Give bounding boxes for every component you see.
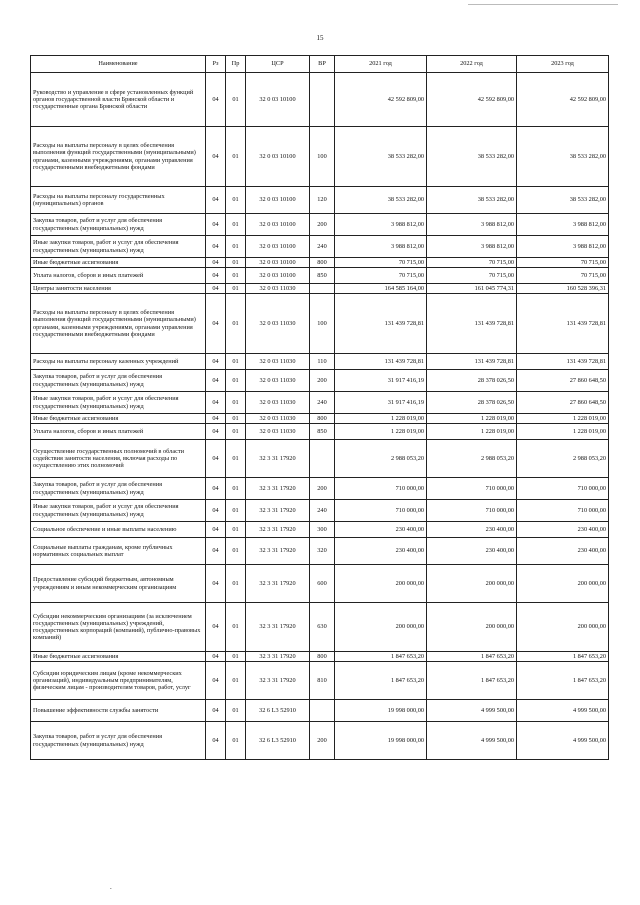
cell-y2023: 27 860 648,50 xyxy=(517,392,609,414)
cell-y2022: 230 400,00 xyxy=(427,522,517,538)
cell-y2023: 200 000,00 xyxy=(517,565,609,603)
cell-y2022: 4 999 500,00 xyxy=(427,700,517,722)
cell-y2021: 19 998 000,00 xyxy=(335,722,427,760)
cell-y2022: 70 715,00 xyxy=(427,258,517,268)
table-row xyxy=(31,392,609,414)
cell-rz: 04 xyxy=(206,500,226,522)
cell-name: Уплата налогов, сборов и иных платежей xyxy=(31,424,206,440)
table-row xyxy=(31,354,609,370)
cell-pr: 01 xyxy=(226,236,246,258)
cell-y2021: 1 228 019,00 xyxy=(335,414,427,424)
table-row xyxy=(31,258,609,268)
table-row xyxy=(31,603,609,652)
cell-csr: 32 3 31 17920 xyxy=(246,565,310,603)
cell-y2022: 38 533 282,00 xyxy=(427,127,517,187)
cell-csr: 32 0 03 10100 xyxy=(246,268,310,284)
cell-rz: 04 xyxy=(206,294,226,354)
cell-pr: 01 xyxy=(226,258,246,268)
cell-y2022: 710 000,00 xyxy=(427,500,517,522)
table-row xyxy=(31,565,609,603)
cell-y2022: 131 439 728,81 xyxy=(427,294,517,354)
cell-y2023: 1 228 019,00 xyxy=(517,424,609,440)
cell-pr: 01 xyxy=(226,392,246,414)
cell-y2021: 710 000,00 xyxy=(335,478,427,500)
cell-name: Предоставление субсидий бюджетным, автономным учреждениям и иным некоммерческим организациям xyxy=(31,565,206,603)
cell-rz: 04 xyxy=(206,73,226,127)
header-2022: 2022 год xyxy=(427,56,517,73)
cell-rz: 04 xyxy=(206,370,226,392)
header-pr: Пр xyxy=(226,56,246,73)
cell-rz: 04 xyxy=(206,662,226,700)
cell-y2021: 1 847 653,20 xyxy=(335,662,427,700)
cell-vr: 850 xyxy=(310,424,335,440)
cell-y2023: 4 999 500,00 xyxy=(517,700,609,722)
cell-rz: 04 xyxy=(206,258,226,268)
cell-pr: 01 xyxy=(226,214,246,236)
cell-y2021: 3 988 812,00 xyxy=(335,214,427,236)
table-row xyxy=(31,500,609,522)
cell-y2021: 1 847 653,20 xyxy=(335,652,427,662)
cell-pr: 01 xyxy=(226,268,246,284)
cell-y2022: 161 045 774,31 xyxy=(427,284,517,294)
cell-rz: 04 xyxy=(206,236,226,258)
cell-csr: 32 0 03 11030 xyxy=(246,284,310,294)
cell-y2023: 2 988 053,20 xyxy=(517,440,609,478)
cell-y2021: 2 988 053,20 xyxy=(335,440,427,478)
cell-csr: 32 0 03 11030 xyxy=(246,370,310,392)
cell-y2023: 230 400,00 xyxy=(517,522,609,538)
cell-csr: 32 0 03 10100 xyxy=(246,187,310,214)
cell-y2023: 38 533 282,00 xyxy=(517,127,609,187)
cell-csr: 32 0 03 11030 xyxy=(246,392,310,414)
cell-rz: 04 xyxy=(206,214,226,236)
cell-y2023: 131 439 728,81 xyxy=(517,294,609,354)
cell-vr: 810 xyxy=(310,662,335,700)
cell-y2021: 38 533 282,00 xyxy=(335,187,427,214)
cell-name: Закупка товаров, работ и услуг для обеспечения государственных (муниципальных) нужд xyxy=(31,370,206,392)
cell-vr: 320 xyxy=(310,538,335,565)
cell-vr: 100 xyxy=(310,294,335,354)
cell-pr: 01 xyxy=(226,187,246,214)
table-row xyxy=(31,700,609,722)
cell-vr: 110 xyxy=(310,354,335,370)
cell-y2021: 42 592 809,00 xyxy=(335,73,427,127)
cell-csr: 32 0 03 11030 xyxy=(246,414,310,424)
cell-name: Уплата налогов, сборов и иных платежей xyxy=(31,268,206,284)
cell-csr: 32 3 31 17920 xyxy=(246,662,310,700)
cell-pr: 01 xyxy=(226,662,246,700)
cell-pr: 01 xyxy=(226,522,246,538)
cell-vr: 630 xyxy=(310,603,335,652)
cell-pr: 01 xyxy=(226,722,246,760)
header-2023: 2023 год xyxy=(517,56,609,73)
cell-y2022: 2 988 053,20 xyxy=(427,440,517,478)
cell-csr: 32 3 31 17920 xyxy=(246,440,310,478)
cell-y2023: 70 715,00 xyxy=(517,258,609,268)
cell-name: Расходы на выплаты персоналу в целях обеспечения выполнения функций государственными (муниципальными) органами, казенными учреждениями, органами управления государственными внебюджетными фондами xyxy=(31,127,206,187)
cell-name: Иные закупки товаров, работ и услуг для обеспечения государственных (муниципальных) нужд xyxy=(31,500,206,522)
cell-name: Закупка товаров, работ и услуг для обеспечения государственных (муниципальных) нужд xyxy=(31,214,206,236)
cell-name: Иные бюджетные ассигнования xyxy=(31,258,206,268)
cell-rz: 04 xyxy=(206,127,226,187)
cell-vr: 800 xyxy=(310,414,335,424)
cell-name: Социальное обеспечение и иные выплаты населению xyxy=(31,522,206,538)
cell-y2022: 3 988 812,00 xyxy=(427,214,517,236)
cell-vr: 300 xyxy=(310,522,335,538)
cell-vr: 200 xyxy=(310,370,335,392)
cell-y2021: 38 533 282,00 xyxy=(335,127,427,187)
cell-y2023: 710 000,00 xyxy=(517,500,609,522)
cell-y2021: 70 715,00 xyxy=(335,268,427,284)
table-row xyxy=(31,652,609,662)
header-rz: Рз xyxy=(206,56,226,73)
cell-name: Субсидии некоммерческим организациям (за исключением государственных (муниципальных) учреждений, государственных корпораций (компаний), публично-правовых компаний) xyxy=(31,603,206,652)
cell-y2022: 28 378 026,50 xyxy=(427,392,517,414)
cell-y2022: 200 000,00 xyxy=(427,565,517,603)
cell-y2023: 1 228 019,00 xyxy=(517,414,609,424)
cell-rz: 04 xyxy=(206,522,226,538)
cell-csr: 32 0 03 10100 xyxy=(246,214,310,236)
cell-csr: 32 3 31 17920 xyxy=(246,652,310,662)
cell-y2023: 1 847 653,20 xyxy=(517,652,609,662)
cell-y2022: 131 439 728,81 xyxy=(427,354,517,370)
cell-y2021: 230 400,00 xyxy=(335,522,427,538)
cell-vr xyxy=(310,73,335,127)
cell-rz: 04 xyxy=(206,722,226,760)
cell-name: Расходы на выплаты персоналу государственных (муниципальных) органов xyxy=(31,187,206,214)
cell-csr: 32 0 03 10100 xyxy=(246,127,310,187)
table-row xyxy=(31,73,609,127)
cell-csr: 32 0 03 11030 xyxy=(246,424,310,440)
cell-y2021: 131 439 728,81 xyxy=(335,294,427,354)
cell-y2023: 3 988 812,00 xyxy=(517,236,609,258)
table-row xyxy=(31,214,609,236)
cell-vr: 600 xyxy=(310,565,335,603)
table-row xyxy=(31,538,609,565)
cell-csr: 32 0 03 10100 xyxy=(246,73,310,127)
cell-y2023: 27 860 648,50 xyxy=(517,370,609,392)
cell-name: Социальные выплаты гражданам, кроме публичных нормативных социальных выплат xyxy=(31,538,206,565)
cell-y2021: 230 400,00 xyxy=(335,538,427,565)
table-row xyxy=(31,662,609,700)
table-row xyxy=(31,424,609,440)
header-vr: ВР xyxy=(310,56,335,73)
cell-name: Расходы на выплаты персоналу казенных учреждений xyxy=(31,354,206,370)
cell-pr: 01 xyxy=(226,424,246,440)
header-name: Наименование xyxy=(31,56,206,73)
table-row xyxy=(31,440,609,478)
cell-y2021: 70 715,00 xyxy=(335,258,427,268)
cell-y2022: 1 847 653,20 xyxy=(427,662,517,700)
cell-vr: 800 xyxy=(310,652,335,662)
cell-pr: 01 xyxy=(226,414,246,424)
cell-csr: 32 0 03 10100 xyxy=(246,236,310,258)
cell-pr: 01 xyxy=(226,603,246,652)
cell-y2021: 31 917 416,19 xyxy=(335,392,427,414)
cell-csr: 32 3 31 17920 xyxy=(246,478,310,500)
cell-pr: 01 xyxy=(226,73,246,127)
cell-vr: 240 xyxy=(310,236,335,258)
cell-pr: 01 xyxy=(226,284,246,294)
cell-csr: 32 6 L3 52910 xyxy=(246,722,310,760)
table-row xyxy=(31,478,609,500)
cell-y2022: 1 228 019,00 xyxy=(427,424,517,440)
cell-rz: 04 xyxy=(206,603,226,652)
cell-name: Руководство и управление в сфере установленных функций органов государственной власти Брянской области и государственные органа Брянской области xyxy=(31,73,206,127)
budget-table xyxy=(30,55,609,760)
cell-name: Субсидии юридическим лицам (кроме некоммерческих организаций), индивидуальным предпринимателям, физическим лицам - производителям товаров, работ, услуг xyxy=(31,662,206,700)
cell-rz: 04 xyxy=(206,478,226,500)
table-row xyxy=(31,522,609,538)
cell-name: Иные бюджетные ассигнования xyxy=(31,652,206,662)
cell-csr: 32 0 03 11030 xyxy=(246,294,310,354)
table-body xyxy=(31,73,609,760)
cell-name: Иные закупки товаров, работ и услуг для обеспечения государственных (муниципальных) нужд xyxy=(31,236,206,258)
cell-y2021: 200 000,00 xyxy=(335,565,427,603)
cell-y2023: 160 528 396,31 xyxy=(517,284,609,294)
cell-y2022: 230 400,00 xyxy=(427,538,517,565)
cell-pr: 01 xyxy=(226,538,246,565)
cell-vr: 200 xyxy=(310,722,335,760)
cell-csr: 32 0 03 11030 xyxy=(246,354,310,370)
cell-y2022: 38 533 282,00 xyxy=(427,187,517,214)
cell-y2021: 200 000,00 xyxy=(335,603,427,652)
cell-name: Осуществление государственных полномочий в области содействия занятости населения, включая расходы по осуществлению этих полномочий xyxy=(31,440,206,478)
cell-name: Иные бюджетные ассигнования xyxy=(31,414,206,424)
cell-pr: 01 xyxy=(226,370,246,392)
cell-y2023: 710 000,00 xyxy=(517,478,609,500)
cell-csr: 32 6 L3 52910 xyxy=(246,700,310,722)
cell-vr xyxy=(310,440,335,478)
table-row xyxy=(31,370,609,392)
page-number: 15 xyxy=(316,34,324,42)
cell-vr: 200 xyxy=(310,214,335,236)
cell-rz: 04 xyxy=(206,354,226,370)
cell-name: Расходы на выплаты персоналу в целях обеспечения выполнения функций государственными (муниципальными) органами, казенными учреждениями, органами управления государственными внебюджетными фондами xyxy=(31,294,206,354)
cell-y2023: 200 000,00 xyxy=(517,603,609,652)
cell-rz: 04 xyxy=(206,392,226,414)
cell-y2021: 710 000,00 xyxy=(335,500,427,522)
cell-vr: 240 xyxy=(310,500,335,522)
cell-y2021: 31 917 416,19 xyxy=(335,370,427,392)
cell-rz: 04 xyxy=(206,284,226,294)
cell-pr: 01 xyxy=(226,127,246,187)
cell-pr: 01 xyxy=(226,652,246,662)
cell-pr: 01 xyxy=(226,440,246,478)
cell-vr: 120 xyxy=(310,187,335,214)
cell-y2023: 3 988 812,00 xyxy=(517,214,609,236)
cell-name: Закупка товаров, работ и услуг для обеспечения государственных (муниципальных) нужд xyxy=(31,722,206,760)
cell-y2022: 28 378 026,50 xyxy=(427,370,517,392)
cell-pr: 01 xyxy=(226,294,246,354)
header-2021: 2021 год xyxy=(335,56,427,73)
cell-vr: 800 xyxy=(310,258,335,268)
cell-rz: 04 xyxy=(206,700,226,722)
cell-vr: 200 xyxy=(310,478,335,500)
cell-y2022: 1 228 019,00 xyxy=(427,414,517,424)
cell-csr: 32 3 31 17920 xyxy=(246,603,310,652)
cell-y2023: 38 533 282,00 xyxy=(517,187,609,214)
cell-y2021: 1 228 019,00 xyxy=(335,424,427,440)
table-row xyxy=(31,127,609,187)
cell-vr: 850 xyxy=(310,268,335,284)
cell-y2022: 70 715,00 xyxy=(427,268,517,284)
cell-y2023: 42 592 809,00 xyxy=(517,73,609,127)
table-row xyxy=(31,414,609,424)
cell-name: Иные закупки товаров, работ и услуг для обеспечения государственных (муниципальных) нужд xyxy=(31,392,206,414)
cell-y2022: 42 592 809,00 xyxy=(427,73,517,127)
cell-y2023: 70 715,00 xyxy=(517,268,609,284)
cell-y2021: 131 439 728,81 xyxy=(335,354,427,370)
cell-rz: 04 xyxy=(206,440,226,478)
cell-vr xyxy=(310,700,335,722)
cell-rz: 04 xyxy=(206,538,226,565)
cell-y2022: 200 000,00 xyxy=(427,603,517,652)
table-row xyxy=(31,187,609,214)
cell-csr: 32 3 31 17920 xyxy=(246,538,310,565)
cell-y2022: 1 847 653,20 xyxy=(427,652,517,662)
cell-pr: 01 xyxy=(226,478,246,500)
cell-rz: 04 xyxy=(206,414,226,424)
cell-y2022: 710 000,00 xyxy=(427,478,517,500)
cell-vr: 100 xyxy=(310,127,335,187)
cell-rz: 04 xyxy=(206,652,226,662)
cell-pr: 01 xyxy=(226,500,246,522)
cell-y2023: 131 439 728,81 xyxy=(517,354,609,370)
cell-y2021: 19 998 000,00 xyxy=(335,700,427,722)
table-row xyxy=(31,722,609,760)
cell-rz: 04 xyxy=(206,565,226,603)
cell-vr: 240 xyxy=(310,392,335,414)
bottom-mark: . xyxy=(110,883,112,891)
cell-vr xyxy=(310,284,335,294)
cell-y2022: 4 999 500,00 xyxy=(427,722,517,760)
cell-pr: 01 xyxy=(226,354,246,370)
cell-y2022: 3 988 812,00 xyxy=(427,236,517,258)
table-header-row xyxy=(31,56,609,73)
table-row xyxy=(31,268,609,284)
cell-y2023: 4 999 500,00 xyxy=(517,722,609,760)
cell-rz: 04 xyxy=(206,424,226,440)
cell-csr: 32 0 03 10100 xyxy=(246,258,310,268)
cell-y2023: 1 847 653,20 xyxy=(517,662,609,700)
table-row xyxy=(31,284,609,294)
cell-y2021: 3 988 812,00 xyxy=(335,236,427,258)
cell-name: Закупка товаров, работ и услуг для обеспечения государственных (муниципальных) нужд xyxy=(31,478,206,500)
cell-name: Центры занятости населения xyxy=(31,284,206,294)
cell-pr: 01 xyxy=(226,565,246,603)
top-edge-line xyxy=(468,4,618,5)
cell-y2023: 230 400,00 xyxy=(517,538,609,565)
cell-y2021: 164 585 164,00 xyxy=(335,284,427,294)
cell-name: Повышение эффективности службы занятости xyxy=(31,700,206,722)
table-row xyxy=(31,236,609,258)
cell-csr: 32 3 31 17920 xyxy=(246,500,310,522)
table-row xyxy=(31,294,609,354)
cell-csr: 32 3 31 17920 xyxy=(246,522,310,538)
cell-rz: 04 xyxy=(206,187,226,214)
header-csr: ЦСР xyxy=(246,56,310,73)
cell-pr: 01 xyxy=(226,700,246,722)
cell-rz: 04 xyxy=(206,268,226,284)
